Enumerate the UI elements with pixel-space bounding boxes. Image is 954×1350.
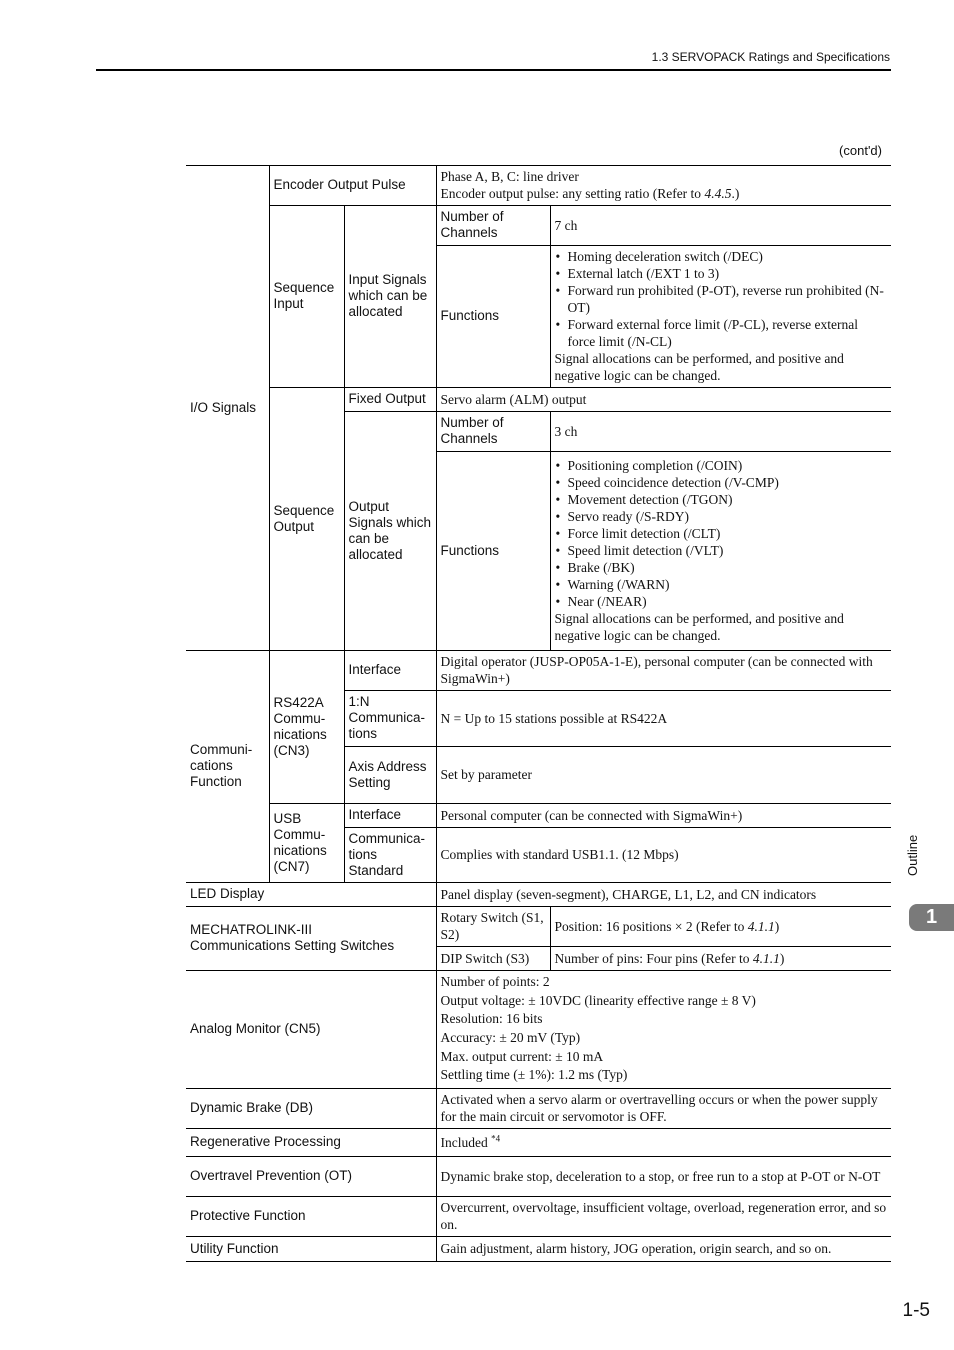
running-header: 1.3 SERVOPACK Ratings and Specifications — [651, 50, 890, 64]
dynamic-brake-value: Activated when a servo alarm or overtravelling occurs or when the power supply for the main circuit or servomotor is OFF. — [436, 1089, 891, 1129]
input-allocation-note: Signal allocations can be performed, and positive and negative logic can be changed. — [554, 351, 844, 383]
list-item: • Servo ready (/S-RDY) — [555, 508, 888, 525]
list-item: • Forward run prohibited (P-OT), reverse run prohibited (N-OT) — [555, 282, 888, 316]
table-row — [186, 206, 891, 246]
input-functions-value — [550, 246, 891, 388]
utility-function-value: Gain adjustment, alarm history, JOG operation, origin search, and so on. — [436, 1237, 891, 1262]
text: ) — [779, 950, 785, 966]
sequence-output-label: Sequence Output — [269, 388, 344, 651]
protective-function-value: Overcurrent, overvoltage, insufficient voltage, overload, regeneration error, and so on. — [436, 1197, 891, 1237]
table-row — [186, 907, 891, 947]
section-reference: 4.1.1 — [752, 950, 780, 966]
analog-line: Accuracy: ± 20 mV (Typ) — [440, 1030, 581, 1045]
list-item: • Movement detection (/TGON) — [555, 491, 888, 508]
encoder-line-2 — [441, 185, 888, 202]
input-functions-list — [555, 248, 888, 350]
table-row — [186, 1129, 891, 1157]
dynamic-brake-label: Dynamic Brake (DB) — [186, 1089, 436, 1129]
usb-interface-value: Personal computer (can be connected with SigmaWin+) — [436, 804, 891, 828]
list-item: • Warning (/WARN) — [555, 576, 888, 593]
axis-address-value: Set by parameter — [436, 747, 891, 804]
usb-interface-label: Interface — [344, 804, 436, 828]
list-item: • Homing deceleration switch (/DEC) — [555, 248, 888, 265]
list-item: • Speed coincidence detection (/V-CMP) — [555, 474, 888, 491]
page-number: 1-5 — [902, 1300, 930, 1321]
section-reference: 4.4.5 — [704, 186, 732, 201]
utility-function-label: Utility Function — [186, 1237, 436, 1262]
overtravel-value: Dynamic brake stop, deceleration to a stop, or free run to a stop at P-OT or N-OT — [436, 1157, 891, 1197]
text: Position: 16 positions × 2 (Refer to — [554, 918, 748, 934]
rotary-switch-label: Rotary Switch (S1, S2) — [436, 907, 550, 947]
table-row — [186, 1157, 891, 1197]
text: ) — [774, 918, 780, 934]
table-row — [186, 1089, 891, 1129]
table-row — [186, 804, 891, 828]
section-reference: 4.1.1 — [747, 918, 775, 934]
analog-line: Number of points: 2 — [440, 973, 550, 989]
rs422a-interface-value: Digital operator (JUSP-OP05A-1-E), personal computer (can be connected with SigmaWin+) — [436, 651, 891, 691]
text: .) — [731, 186, 740, 201]
input-channels-value: 7 ch — [550, 206, 891, 246]
communications-function-label: Communi- cations Function — [186, 651, 269, 883]
regenerative-processing-value — [436, 1129, 891, 1157]
list-item: • Speed limit detection (/VLT) — [555, 542, 888, 559]
rs422a-1n-label: 1:N Communica- tions — [344, 691, 436, 747]
fixed-output-label: Fixed Output — [344, 388, 436, 412]
led-display-label: LED Display — [186, 883, 436, 907]
list-item: • Force limit detection (/CLT) — [555, 525, 888, 542]
list-item: • Positioning completion (/COIN) — [555, 457, 888, 474]
table-row — [186, 1237, 891, 1262]
encoder-output-value — [436, 166, 891, 206]
mechatrolink-label-line1: MECHATROLINK-III — [190, 922, 313, 937]
usb-label: USB Commu- nications (CN7) — [269, 804, 344, 883]
input-signals-label: Input Signals which can be allocated — [344, 206, 436, 388]
mechatrolink-label — [186, 907, 436, 971]
analog-line: Resolution: 16 bits — [440, 1011, 543, 1027]
encoder-line-1: Phase A, B, C: line driver — [440, 169, 579, 184]
continued-label: (cont'd) — [839, 143, 882, 158]
text: Encoder output pulse: any setting ratio (Refer to — [440, 186, 705, 201]
analog-monitor-label: Analog Monitor (CN5) — [186, 971, 436, 1089]
overtravel-label: Overtravel Prevention (OT) — [186, 1157, 436, 1197]
dip-switch-value — [550, 947, 891, 971]
text: Included — [440, 1134, 492, 1150]
rs422a-1n-value: N = Up to 15 stations possible at RS422A — [436, 691, 891, 747]
table-row — [186, 883, 891, 907]
rs422a-label: RS422A Commu- nications (CN3) — [269, 651, 344, 804]
io-signals-label: I/O Signals — [186, 166, 269, 651]
output-functions-list — [555, 457, 888, 610]
input-channels-label: Number of Channels — [436, 206, 550, 246]
led-display-value: Panel display (seven-segment), CHARGE, L1, L2, and CN indicators — [436, 883, 891, 907]
list-item: • Brake (/BK) — [555, 559, 888, 576]
analog-line: Settling time (± 1%): 1.2 ms (Typ) — [440, 1067, 628, 1083]
header-rule — [96, 69, 891, 71]
footnote-marker: *4 — [491, 1133, 501, 1143]
analog-line: Output voltage: ± 10VDC (linearity effective range ± 8 V) — [440, 992, 756, 1008]
rotary-switch-value — [550, 907, 891, 947]
output-signals-label: Output Signals which can be allocated — [344, 412, 436, 651]
mechatrolink-label-line2: Communications Setting Switches — [190, 938, 395, 953]
output-functions-label: Functions — [436, 452, 550, 651]
output-allocation-note: Signal allocations can be performed, and positive and negative logic can be changed. — [554, 611, 844, 643]
output-functions-value — [550, 452, 891, 651]
rs422a-interface-label: Interface — [344, 651, 436, 691]
protective-function-label: Protective Function — [186, 1197, 436, 1237]
text: Number of pins: Four pins (Refer to — [554, 950, 753, 966]
dip-switch-label: DIP Switch (S3) — [436, 947, 550, 971]
chapter-tab: 1 — [909, 904, 954, 931]
table-row — [186, 166, 891, 206]
axis-address-label: Axis Address Setting — [344, 747, 436, 804]
list-item: • External latch (/EXT 1 to 3) — [555, 265, 888, 282]
list-item: • Forward external force limit (/P-CL), reverse external force limit (/N-CL) — [555, 316, 888, 350]
regenerative-processing-label: Regenerative Processing — [186, 1129, 436, 1157]
chapter-side-label: Outline — [905, 834, 920, 876]
analog-monitor-value — [436, 971, 891, 1089]
input-functions-label: Functions — [436, 246, 550, 388]
table-row — [186, 1197, 891, 1237]
fixed-output-value: Servo alarm (ALM) output — [436, 388, 891, 412]
table-row — [186, 388, 891, 412]
usb-standard-label: Communica- tions Standard — [344, 828, 436, 883]
usb-standard-value: Complies with standard USB1.1. (12 Mbps) — [436, 828, 891, 883]
sequence-input-label: Sequence Input — [269, 206, 344, 388]
encoder-output-label: Encoder Output Pulse — [269, 166, 436, 206]
analog-line: Max. output current: ± 10 mA — [440, 1048, 604, 1064]
table-row — [186, 651, 891, 691]
specifications-table — [186, 165, 891, 1262]
output-channels-label: Number of Channels — [436, 412, 550, 452]
output-channels-value: 3 ch — [550, 412, 891, 452]
table-row — [186, 971, 891, 1089]
list-item: • Near (/NEAR) — [555, 593, 888, 610]
